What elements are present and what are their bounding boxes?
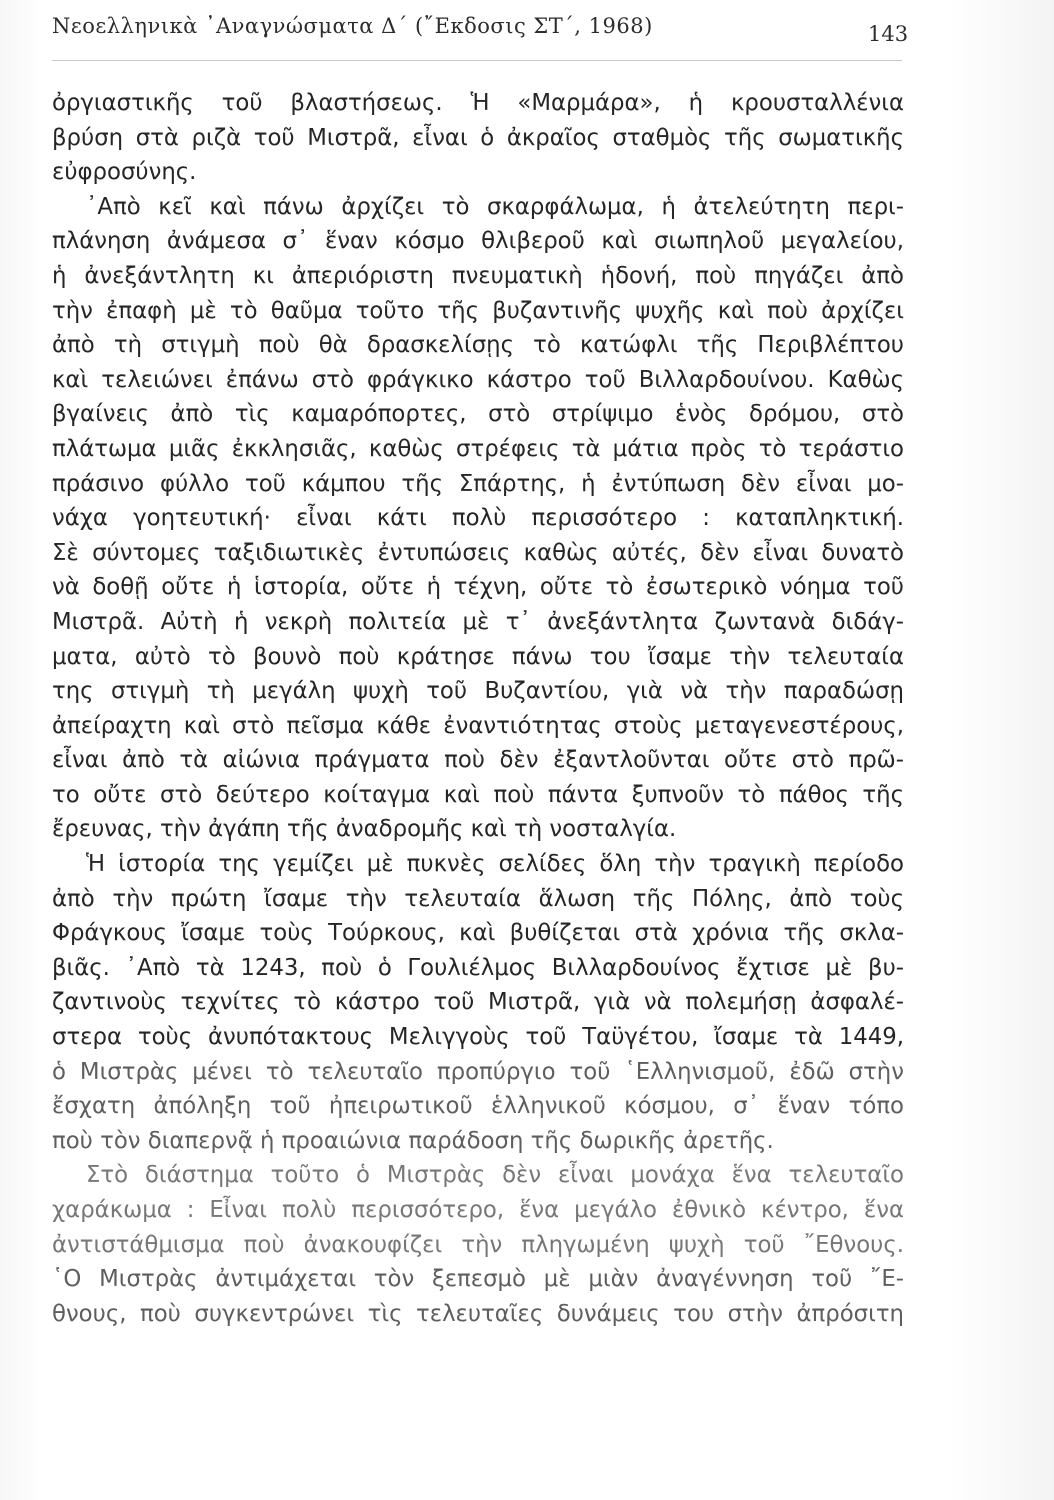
text-line: θνους, ποὺ συγκεντρώνει τὶς τελευταῖες δυνάμεις του στὴν ἀπρόσιτη bbox=[52, 1300, 904, 1327]
text-line: ζαντινοὺς τεχνίτες τὸ κάστρο τοῦ Μιστρᾶ, γιὰ νὰ πολεμήσῃ ἀσφαλέ- bbox=[52, 989, 904, 1016]
text-line: ὁ Μιστρὰς μένει τὸ τελευταῖο προπύργιο τοῦ ῾Ελληνισμοῦ, ἐδῶ στὴν bbox=[52, 1058, 904, 1085]
text-line: νάχα γοητευτική· εἶναι κάτι πολὺ περισσότερο : καταπληκτική. bbox=[52, 505, 904, 532]
body-text bbox=[52, 86, 904, 1331]
text-line: πράσινο φύλλο τοῦ κάμπου τῆς Σπάρτης, ἡ ἐντύπωση δὲν εἶναι μο- bbox=[52, 470, 904, 497]
text-line: εἶναι ἀπὸ τὰ αἰώνια πράγματα ποὺ δὲν ἐξαντλοῦνται οὔτε στὸ πρῶ- bbox=[52, 747, 904, 774]
text-line: το οὔτε στὸ δεύτερο κοίταγμα καὶ ποὺ πάντα ξυπνοῦν τὸ πάθος τῆς bbox=[52, 781, 904, 808]
text-line: χαράκωμα : Εἶναι πολὺ περισσότερο, ἕνα μεγάλο ἐθνικὸ κέντρο, ἕνα bbox=[52, 1197, 904, 1223]
text-line: πλάτωμα μιᾶς ἐκκλησιᾶς, καθὼς στρέφεις τὰ μάτια πρὸς τὸ τεράστιο bbox=[52, 435, 904, 462]
text-line: βγαίνεις ἀπὸ τὶς καμαρόπορτες, στὸ στρίψιμο ἑνὸς δρόμου, στὸ bbox=[52, 401, 904, 428]
text-line: καὶ τελειώνει ἐπάνω στὸ φράγκικο κάστρο τοῦ Βιλλαρδουίνου. Καθὼς bbox=[52, 366, 904, 393]
text-line: ἡ ἀνεξάντλητη κι ἀπεριόριστη πνευματικὴ ἡδονή, ποὺ πηγάζει ἀπὸ bbox=[52, 262, 904, 289]
text-line: βιᾶς. ᾿Απὸ τὰ 1243, ποὺ ὁ Γουλιέλμος Βιλλαρδουίνος ἔχτισε μὲ βυ- bbox=[52, 954, 904, 981]
text-line: βρύση στὰ ριζὰ τοῦ Μιστρᾶ, εἶναι ὁ ἀκραῖος σταθμὸς τῆς σωματικῆς bbox=[52, 124, 904, 151]
paragraph-start-line: Ἡ ἱστορία της γεμίζει μὲ πυκνὲς σελίδες ὅλη τὴν τραγικὴ περίοδο bbox=[86, 851, 904, 878]
text-line: ὀργιαστικῆς τοῦ βλαστήσεως. Ἡ «Μαρμάρα», ἡ κρουσταλλένια bbox=[52, 90, 904, 116]
text-line: Φράγκους ἴσαμε τοὺς Τούρκους, καὶ βυθίζεται στὰ χρόνια τῆς σκλα- bbox=[52, 920, 904, 947]
paragraph-start-line: ᾿Απὸ κεῖ καὶ πάνω ἀρχίζει τὸ σκαρφάλωμα, ἡ ἀτελεύτητη περι- bbox=[86, 193, 904, 220]
text-line: ἀπὸ τὴν πρώτη ἴσαμε τὴν τελευταία ἅλωση τῆς Πόλης, ἀπὸ τοὺς bbox=[52, 885, 904, 912]
text-line: τὴν ἐπαφὴ μὲ τὸ θαῦμα τοῦτο τῆς βυζαντινῆς ψυχῆς καὶ ποὺ ἀρχίζει bbox=[52, 297, 904, 324]
text-line: πλάνηση ἀνάμεσα σ᾿ ἕναν κόσμο θλιβεροῦ καὶ σιωπηλοῦ μεγαλείου, bbox=[52, 228, 904, 255]
text-line: εὐφροσύνης. bbox=[52, 159, 197, 186]
text-line: ἀπείραχτη καὶ στὸ πεῖσμα κάθε ἐναντιότητας στοὺς μεταγενεστέρους, bbox=[52, 712, 904, 739]
text-line: στερα τοὺς ἀνυπότακτους Μελιγγοὺς τοῦ Ταϋγέτου, ἴσαμε τὰ 1449, bbox=[52, 1024, 904, 1051]
text-line: ἀπὸ τὴ στιγμὴ ποὺ θὰ δρασκελίσῃς τὸ κατώφλι τῆς Περιβλέπτου bbox=[52, 332, 904, 359]
text-line: ποὺ τὸν διαπερνᾷ ἡ προαιώνια παράδοση τῆς δωρικῆς ἀρετῆς. bbox=[52, 1127, 774, 1154]
paragraph-start-line: Στὸ διάστημα τοῦτο ὁ Μιστρὰς δὲν εἶναι μονάχα ἕνα τελευταῖο bbox=[86, 1162, 904, 1189]
text-line: ἔσχατη ἀπόληξη τοῦ ἠπειρωτικοῦ ἑλληνικοῦ κόσμου, σ᾿ ἕναν τόπο bbox=[52, 1093, 904, 1120]
header-rule bbox=[52, 60, 902, 61]
text-line: της στιγμὴ τὴ μεγάλη ψυχὴ τοῦ Βυζαντίου, γιὰ νὰ τὴν παραδώσῃ bbox=[52, 678, 904, 705]
page-number: 143 bbox=[868, 22, 909, 46]
text-line: ῾Ο Μιστρὰς ἀντιμάχεται τὸν ξεπεσμὸ μὲ μιὰν ἀναγέννηση τοῦ ῎Ε- bbox=[52, 1266, 904, 1293]
text-line: Μιστρᾶ. Αὐτὴ ἡ νεκρὴ πολιτεία μὲ τ᾿ ἀνεξάντλητα ζωντανὰ διδάγ- bbox=[52, 608, 904, 635]
text-line: ἔρευνας, τὴν ἀγάπη τῆς ἀναδρομῆς καὶ τὴ νοσταλγία. bbox=[52, 816, 677, 843]
text-line: ἀντιστάθμισμα ποὺ ἀνακουφίζει τὴν πληγωμένη ψυχὴ τοῦ ῎Εθνους. bbox=[52, 1231, 904, 1258]
text-line: ματα, αὐτὸ τὸ βουνὸ ποὺ κράτησε πάνω του ἴσαμε τὴν τελευταία bbox=[52, 643, 904, 670]
text-line: νὰ δοθῇ οὔτε ἡ ἱστορία, οὔτε ἡ τέχνη, οὔτε τὸ ἐσωτερικὸ νόημα τοῦ bbox=[52, 574, 904, 601]
running-head: Νεοελληνικὰ ᾿Αναγνώσματα Δ΄ (῎Εκδοσις ΣΤ΄, 1968) bbox=[52, 14, 653, 38]
text-line: Σὲ σύντομες ταξιδιωτικὲς ἐντυπώσεις καθὼς αὐτές, δὲν εἶναι δυνατὸ bbox=[52, 539, 904, 566]
